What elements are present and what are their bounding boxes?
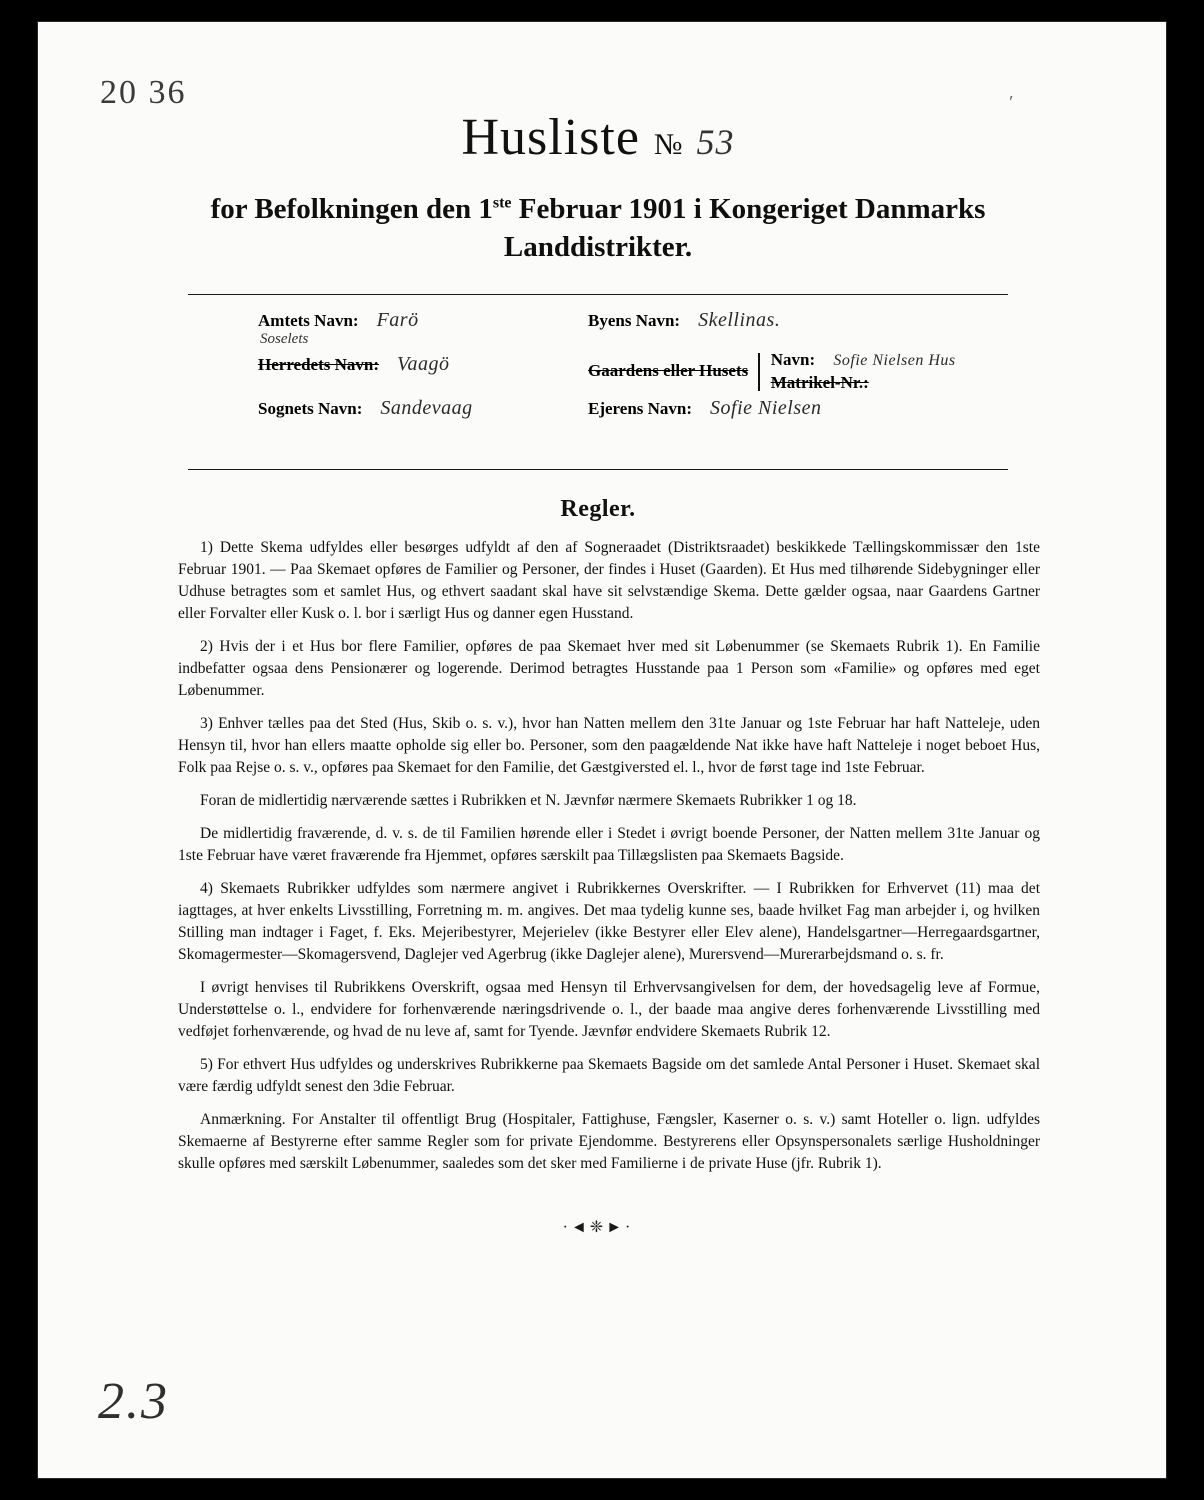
field-by-value: Skellinas. [698,309,781,332]
field-sogn-value: Sandevaag [380,397,473,420]
field-herred-value: Vaagö [397,353,450,376]
page-title [148,109,1048,166]
field-house-name-value: Sofie Nielsen Hus [833,352,956,370]
identification-fields [148,309,1048,449]
divider-bottom [188,469,1008,470]
rule-item: 3) Enhver tælles paa det Sted (Hus, Skib o. s. v.), hvor han Natten mellem den 31te Januar og 1ste Februar har haft Natteleje, uden Hensyn til, hvor han ellers maatte opholde sig eller bo. Personer, som den paagældende Nat ikke have haft Natteleje i noget beboet Hus, Folk paa Rejse o. s. v., opføres paa Skemaet for den Familie, det Gæstgiversted el. l., hvor de først tage ind 1ste Februar. [178,715,1040,777]
house-block-divider [758,353,760,391]
rule-item: 5) For ethvert Hus udfyldes og underskrives Rubrikkerne paa Skemaets Bagside om det samlede Antal Personer i Huset. Skemaet skal være færdig udfyldt senest den 3die Februar. [178,1056,1040,1096]
divider-top [188,294,1008,295]
field-herred-label: Herredets Navn: [258,355,380,375]
rule-item: 1) Dette Skema udfyldes eller besørges udfyldt af den af Sogneraadet (Distriktsraadet) beskikkede Tællingskommissær den 1ste Februar 1901. — Paa Skemaet opføres de Familier og Personer, der findes i Huset (Gaarden). Et Hus med tilhørende Sidebygninger eller Udhuse betragtes som et samlet Hus, og ethvert saadant skal have sit selvstændige Skema. Dette gælder ogsaa, naar Gaardens Gartner eller Forvalter eller Kusk o. l. bor i særligt Hus og danner egen Husstand. [178,539,1040,623]
field-sidenote: Soselets [260,331,309,348]
document-content [148,109,1048,1237]
rule-item: 2) Hvis der i et Hus bor flere Familier, opføres de paa Skemaet hver med sit Løbenummer (se Skemaets Rubrik 1). En Familie indbefatter ogsaa dens Pensionærer og logerende. Derimod betragtes Husstande paa 1 Person som «Familie» og opføres med eget Løbenummer. [178,638,1040,700]
field-matrikel-row [771,372,956,395]
field-house-name-label: Navn: [770,350,816,370]
field-by [588,309,1048,332]
rules-body [148,537,1048,1175]
field-herred [258,353,588,376]
rule-item: Anmærkning. For Anstalter til offentligt Brug (Hospitaler, Fattighuse, Fængsler, Kaserner o. s. v.) samt Hoteller o. lign. udfyldes Skemaerne af Bestyrerne efter samme Regler som for private Ejendomme. Bestyrerens eller Opsynspersonalets særlige Husholdninger skulle opføres med særskilt Løbenummer, saaledes som det sker med Familierne i de private Huse (jfr. Rubrik 1). [178,1111,1040,1173]
rule-item: De midlertidig fraværende, d. v. s. de til Familien hørende eller i Stedet i øvrigt boende Personer, der Natten mellem 31te Januar og 1ste Februar have været fraværende fra Hjemmet, opføres særskilt paa Tillægslisten paa Skemaets Bagside. [178,825,1040,865]
field-by-label: Byens Navn: [588,311,681,331]
field-sogn [258,397,588,420]
title-text: Husliste [461,109,640,166]
field-gaard-label: Gaardens eller Husets [588,360,749,380]
rule-item: 4) Skemaets Rubrikker udfyldes som nærmere angivet i Rubrikkernes Overskrifter. — I Rubrikken for Erhvervet (11) maa det iagttages, at hver enkelts Livsstilling, Forretning m. m. angives. Det maa tydelig kunne ses, baade hvilket Fag man arbejder i, og hvilken Stilling man indtager i Faget, f. Eks. Mejeribestyrer, Mejerielev (ikke Bestyrer eller Elev alene), Handelsgartner—Herregaardsgartner, Skomagermester—Skomagersvend, Daglejer ved Agerbrug (ikke Daglejer alene), Murersvend—Murerarbejdsmand o. s. fr. [178,880,1040,964]
margin-mark-bottom-left: 2.3 [98,1373,169,1430]
margin-mark-top-left: 20 36 [100,74,187,111]
rule-item: I øvrigt henvises til Rubrikkens Overskrift, ogsaa med Hensyn til Erhvervsangivelsen for dem, der hovedsagelig leve af Formue, Understøttelse o. l., endvidere for forhenværende næringsdrivende o. l., der baade maa angive deres forhenværende Livsstilling med vedføjet forhenværende, og hvad de nu leve af, samt for Tyende. Jævnfør endvidere Skemaets Rubrik 12. [178,979,1040,1041]
field-ejer-label: Ejerens Navn: [588,399,693,419]
rule-item: Foran de midlertidig nærværende sættes i Rubrikken et N. Jævnfør nærmere Skemaets Rubrikker 1 og 18. [200,792,857,810]
field-sogn-label: Sognets Navn: [258,399,363,419]
field-ejer [588,397,1048,420]
margin-mark-tick: ' [1005,91,1017,113]
house-block-lines [771,349,956,395]
field-ejer-value: Sofie Nielsen [710,397,822,420]
field-matrikel-label: Matrikel-Nr.: [770,373,869,393]
number-label: № [653,128,683,161]
subtitle-line2: Landdistrikter. [503,231,693,264]
rules-heading: Regler. [560,496,636,523]
field-amt-label: Amtets Navn: [258,311,359,331]
field-amt [258,309,588,332]
scanned-document-page [38,22,1166,1478]
page-inner [38,22,1166,1478]
field-house-name-row [771,349,956,372]
number-value: 53 [696,122,735,162]
ornament: ·◄❈►· [562,1219,634,1237]
subtitle: for Befolkningen den 1ste Februar 1901 i Kongeriget Danmarks [210,193,986,225]
field-house-block [588,349,1058,395]
field-amt-value: Farö [376,309,419,332]
